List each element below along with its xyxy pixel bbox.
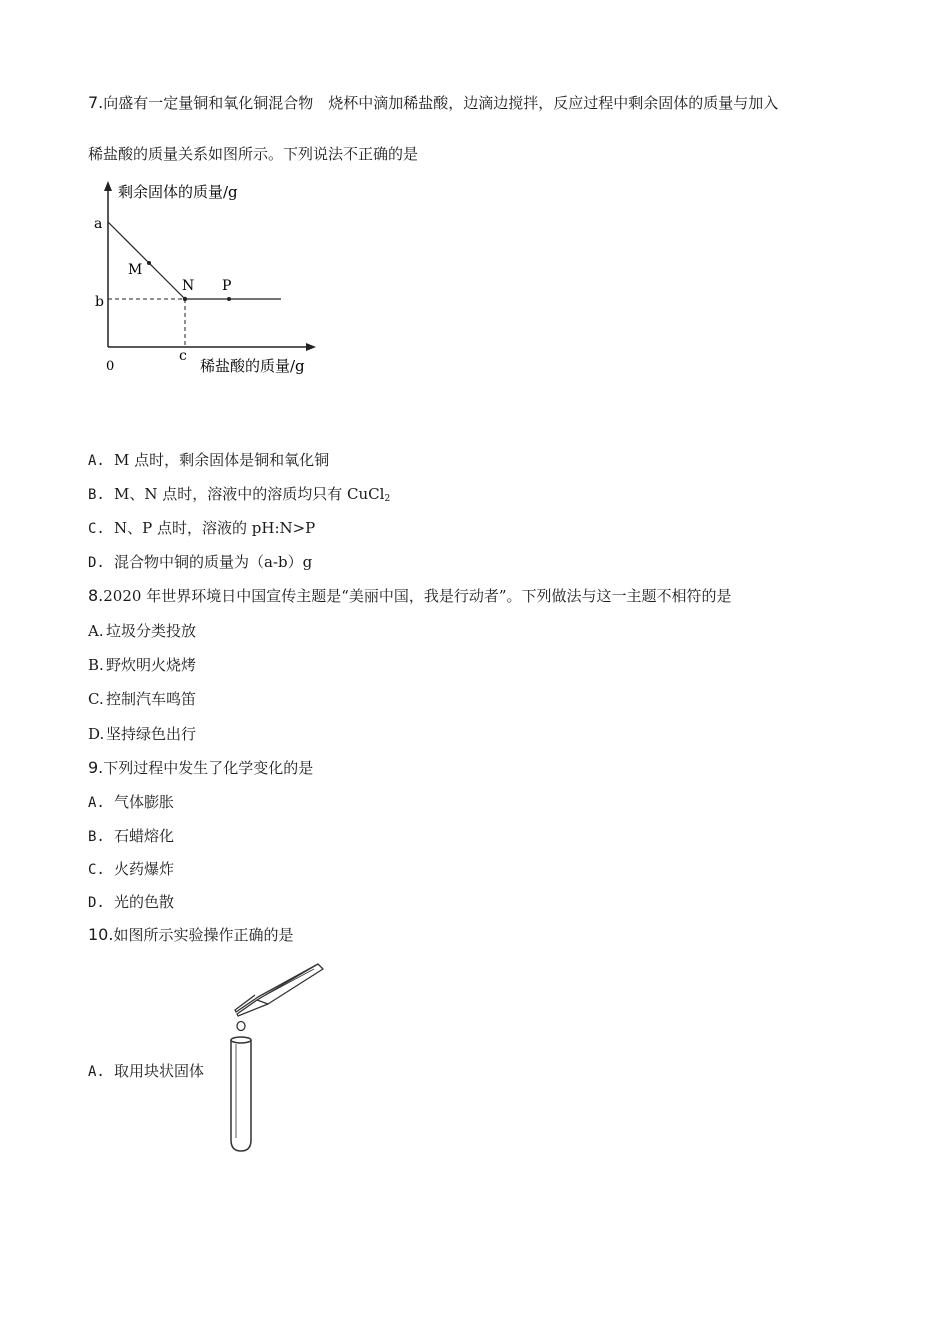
option-letter: D. [88,725,105,743]
q7-stem-line2 [88,144,418,164]
option-text: M、N 点时，溶液中的溶质均只有 CuCl [114,485,385,503]
q8-option-d[interactable] [88,724,196,744]
q10-stem [88,925,293,945]
option-text: 垃圾分类投放 [106,622,197,640]
q9-option-d[interactable] [88,892,174,913]
point-p-label: P [222,278,232,294]
y-axis-label: 剩余固体的质量/g [118,183,238,201]
point-m-label: M [128,262,143,278]
x-axis-label: 稀盐酸的质量/g [200,357,305,375]
option-letter: B. [88,487,105,503]
option-text: 控制汽车鸣笛 [106,690,197,708]
origin-label: 0 [106,359,115,374]
q8-text: 2020 年世界环境日中国宣传主题是“美丽中国，我是行动者”。下列做法与这一主题不相符的是 [103,587,732,605]
q7-text-line2: 稀盐酸的质量关系如图所示。下列说法不正确的是 [88,145,419,163]
option-letter: B. [88,829,105,845]
q8-option-a[interactable] [88,621,196,641]
point-p [227,297,231,301]
option-letter: C. [88,862,105,878]
tick-b-label: b [95,294,104,310]
q7-option-d[interactable] [88,552,312,573]
point-m [147,261,151,265]
q7-stem-line1 [88,93,778,113]
q9-stem [88,758,313,778]
q9-option-a[interactable] [88,792,174,813]
x-axis-arrow [306,343,316,351]
y-axis-arrow [104,181,112,191]
option-text: 野炊明火烧烤 [106,656,197,674]
option-text: N、P 点时，溶液的 pH:N>P [114,519,316,537]
option-letter: C. [88,521,105,537]
q9-option-c[interactable] [88,859,174,880]
q8-stem [88,586,732,606]
option-letter: D. [88,895,105,911]
option-letter: A. [88,622,104,640]
curve-descending [108,222,185,299]
q7-number: 7. [88,93,104,112]
q8-number: 8. [88,586,104,605]
tick-c-label: c [179,348,187,364]
option-text: 光的色散 [114,893,175,911]
tick-a-label: a [94,216,103,232]
option-letter: A. [88,453,105,469]
q10-text: 如图所示实验操作正确的是 [113,926,294,944]
q7-graph [88,175,338,385]
option-letter: B. [88,656,104,674]
q9-text: 下列过程中发生了化学变化的是 [103,759,314,777]
point-n-label: N [182,278,195,294]
option-letter: A. [88,795,105,811]
q10-number: 10. [88,925,114,944]
option-letter: C. [88,690,104,708]
option-text: 坚持绿色出行 [106,725,197,743]
q10-option-a[interactable] [88,1061,204,1082]
option-text: 取用块状固体 [114,1062,205,1080]
q8-option-b[interactable] [88,655,196,675]
tweezers-icon [235,964,323,1016]
point-n [183,297,187,301]
q7-option-c[interactable] [88,518,315,539]
option-text: 石蜡熔化 [114,827,175,845]
q9-option-b[interactable] [88,826,174,847]
option-letter: A. [88,1064,105,1080]
option-subscript: 2 [384,494,391,504]
option-text: 气体膨胀 [114,793,175,811]
option-text: M 点时，剩余固体是铜和氧化铜 [114,451,330,469]
q7-option-a[interactable] [88,450,329,471]
q7-text-line1: 向盛有一定量铜和氧化铜混合物 烧杯中滴加稀盐酸，边滴边搅拌，反应过程中剩余固体的质量与加入 [103,94,779,112]
tweezers-test-tube-illustration [222,960,332,1158]
solid-block-icon [237,1022,245,1031]
q8-option-c[interactable] [88,689,196,709]
option-text: 火药爆炸 [114,860,175,878]
q9-number: 9. [88,758,104,777]
test-tube-icon [231,1037,251,1151]
option-letter: D. [88,555,105,571]
option-text: 混合物中铜的质量为（a-b）g [114,553,313,571]
q7-option-b[interactable] [88,484,390,509]
